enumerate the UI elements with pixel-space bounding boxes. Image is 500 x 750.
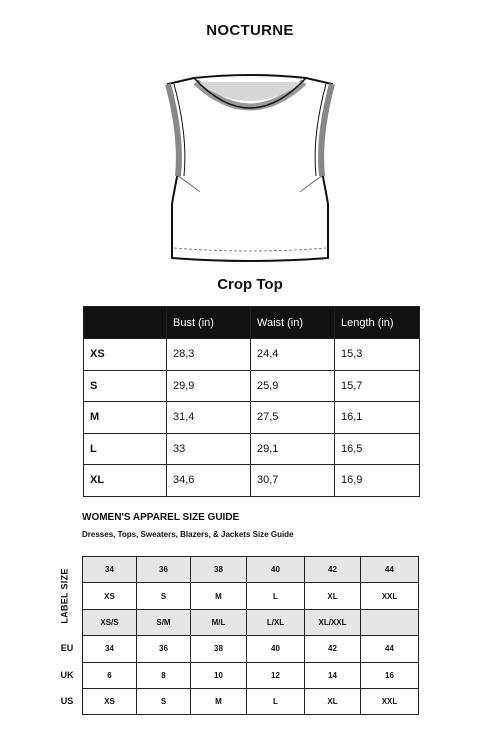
table-row	[83, 583, 419, 609]
header-cell-length: Length (in)	[335, 307, 420, 339]
size-cell: XS	[84, 339, 167, 371]
bust-cell: 31,4	[167, 402, 251, 434]
uk-size-cell: 14	[305, 662, 361, 688]
header-cell-bust: Bust (in)	[167, 307, 251, 339]
uk-size-cell: 6	[83, 662, 137, 688]
label-size-cell	[361, 609, 419, 635]
length-cell: 15,7	[335, 370, 420, 402]
eu-size-cell: 42	[305, 636, 361, 662]
uk-size-cell: 8	[137, 662, 191, 688]
product-title: Crop Top	[217, 276, 283, 293]
table-row	[84, 370, 420, 402]
label-size-cell: 42	[305, 557, 361, 583]
eu-size-cell: 34	[83, 636, 137, 662]
table-row	[83, 557, 419, 583]
table-row	[83, 609, 419, 635]
brand-logo: NOCTURNE	[206, 22, 294, 39]
label-size-cell: XL/XXL	[305, 609, 361, 635]
table-row	[84, 433, 420, 465]
uk-size-cell: 10	[191, 662, 247, 688]
region-label-eu: EU	[60, 643, 74, 653]
table-row	[84, 465, 420, 497]
region-label-us: US	[60, 696, 74, 706]
eu-size-cell: 44	[361, 636, 419, 662]
table-row	[83, 662, 419, 688]
bust-cell: 33	[167, 433, 251, 465]
table-row	[83, 636, 419, 662]
crop-top-icon	[160, 72, 340, 268]
bust-cell: 34,6	[167, 465, 251, 497]
label-size-text: LABEL SIZE	[60, 568, 70, 624]
label-size-cell: 34	[83, 557, 137, 583]
label-size-cell: 38	[191, 557, 247, 583]
waist-cell: 29,1	[251, 433, 335, 465]
label-size-cell: XL	[305, 583, 361, 609]
header-cell-waist: Waist (in)	[251, 307, 335, 339]
length-cell: 16,1	[335, 402, 420, 434]
label-size-cell: M	[191, 583, 247, 609]
label-size-cell: L/XL	[247, 609, 305, 635]
us-size-cell: S	[137, 688, 191, 714]
size-chart-header-row	[84, 307, 420, 339]
size-chart-table	[83, 306, 420, 497]
us-size-cell: XXL	[361, 688, 419, 714]
header-cell-blank	[84, 307, 167, 339]
size-guide-subtitle: Dresses, Tops, Sweaters, Blazers, & Jackets Size Guide	[82, 530, 294, 539]
uk-size-cell: 16	[361, 662, 419, 688]
label-size-cell: 40	[247, 557, 305, 583]
us-size-cell: M	[191, 688, 247, 714]
table-row	[83, 688, 419, 714]
label-size-cell: XS	[83, 583, 137, 609]
size-cell: S	[84, 370, 167, 402]
label-size-cell: L	[247, 583, 305, 609]
label-size-cell: 36	[137, 557, 191, 583]
table-row	[84, 402, 420, 434]
uk-size-cell: 12	[247, 662, 305, 688]
us-size-cell: L	[247, 688, 305, 714]
size-guide-title: WOMEN'S APPAREL SIZE GUIDE	[82, 512, 240, 523]
size-cell: M	[84, 402, 167, 434]
bust-cell: 29,9	[167, 370, 251, 402]
table-row	[84, 339, 420, 371]
eu-size-cell: 36	[137, 636, 191, 662]
size-cell: XL	[84, 465, 167, 497]
label-size-cell: S	[137, 583, 191, 609]
bust-cell: 28,3	[167, 339, 251, 371]
label-size-cell: XS/S	[83, 609, 137, 635]
length-cell: 16,5	[335, 433, 420, 465]
length-cell: 15,3	[335, 339, 420, 371]
length-cell: 16,9	[335, 465, 420, 497]
size-conversion-table	[82, 556, 419, 715]
waist-cell: 27,5	[251, 402, 335, 434]
waist-cell: 25,9	[251, 370, 335, 402]
eu-size-cell: 38	[191, 636, 247, 662]
us-size-cell: XS	[83, 688, 137, 714]
label-size-caption	[48, 556, 82, 636]
label-size-cell: 44	[361, 557, 419, 583]
waist-cell: 24,4	[251, 339, 335, 371]
label-size-cell: M/L	[191, 609, 247, 635]
label-size-cell: XXL	[361, 583, 419, 609]
region-label-uk: UK	[60, 670, 74, 680]
size-cell: L	[84, 433, 167, 465]
us-size-cell: XL	[305, 688, 361, 714]
label-size-cell: S/M	[137, 609, 191, 635]
eu-size-cell: 40	[247, 636, 305, 662]
waist-cell: 30,7	[251, 465, 335, 497]
